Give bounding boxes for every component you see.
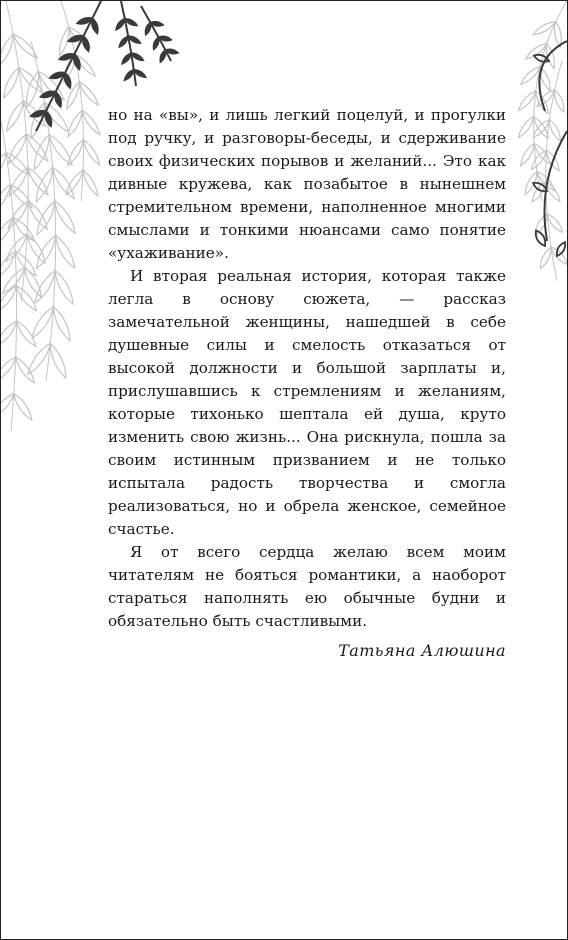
leaf-icon — [519, 64, 542, 86]
branch-stem — [36, 1, 101, 131]
leaf-icon — [516, 89, 538, 112]
leaf-icon — [158, 35, 172, 41]
leaf-icon — [532, 180, 549, 193]
leaf-icon — [1, 183, 13, 214]
leaf-icon — [14, 284, 40, 313]
leaf-icon — [33, 166, 57, 204]
leaf-icon — [152, 37, 160, 51]
branch-stem — [534, 1, 567, 201]
leaf-icon — [67, 34, 84, 44]
leaf-icon — [22, 266, 45, 299]
leaf-icon — [34, 199, 59, 236]
leaf-icon — [81, 138, 102, 167]
leaf-icon — [1, 265, 27, 295]
branch-stem — [121, 1, 136, 86]
leaf-icon — [529, 149, 549, 172]
leaf-icon — [49, 70, 66, 80]
leaf-icon — [24, 232, 48, 265]
leaf-icon — [4, 99, 27, 132]
leaf-icon — [11, 392, 35, 422]
leaf-icon — [1, 284, 19, 314]
leaf-icon — [64, 168, 86, 196]
leaf-icon — [524, 41, 548, 61]
leaf-icon — [538, 246, 554, 270]
leaf-icon — [32, 268, 59, 304]
leaf-icon — [554, 241, 567, 258]
leaf-icon — [544, 43, 557, 70]
leaf-icon — [90, 18, 100, 35]
leaf-icon — [33, 233, 59, 270]
leaf-icon — [549, 245, 567, 267]
leaf-icon — [50, 305, 74, 343]
leaf-icon — [532, 142, 553, 166]
author-signature: Татьяна Алюшина — [338, 641, 506, 660]
leaf-icon — [532, 19, 558, 37]
leaf-icon — [58, 52, 75, 62]
leaf-icon — [1, 33, 16, 67]
leaf-icon — [46, 132, 75, 167]
leaf-icon — [118, 35, 130, 48]
leaf-icon — [1, 319, 19, 348]
leaf-icon — [11, 215, 38, 243]
text-block — [108, 104, 506, 662]
leaf-icon — [1, 249, 18, 279]
leaf-icon — [16, 65, 44, 95]
leaf-icon — [41, 100, 71, 134]
willow-branch-right-icon — [497, 1, 567, 301]
leaf-icon — [25, 166, 51, 197]
leaf-icon — [80, 169, 100, 198]
leaf-icon — [14, 319, 39, 349]
branch-stem — [1, 121, 17, 431]
leaf-icon — [47, 342, 70, 380]
paragraph-2: И вторая реальная история, которая также легла в основу сюжета, — рассказ замечательной женщины, нашедшей в себе душевные силы и смелость отказаться от высокой должности и большой зарплаты и, прислушавшись к стремлениям и желаниям, которые тихонько шептала ей душа, круто изменить свою жизнь... Она рискнула, пошла за своим истинным призванием и не только испытала радость творчества и смогла реализоваться, но и обрела женское, семейное счастье. — [108, 267, 506, 538]
leaf-icon — [533, 53, 550, 64]
leaf-icon — [25, 341, 54, 376]
leaf-icon — [23, 70, 42, 109]
leaf-icon — [24, 132, 51, 163]
leaf-icon — [123, 68, 135, 81]
leaf-icon — [535, 170, 557, 193]
leaf-icon — [165, 48, 179, 55]
leaf-icon — [531, 118, 552, 140]
leaf-icon — [13, 355, 37, 385]
paragraph-1: но на «вы», и лишь легкий поцелуй, и прогулки под ручку, и разговоры-беседы, и сдерживание своих физических порывов и желаний... Это как дивные кружева, как позабытое в нынешнем стремительном времени, наполненное многими смыслами и тонкими нюансами само понятие «ухаживание». — [108, 106, 506, 262]
leaf-icon — [144, 22, 152, 36]
leaf-icon — [1, 151, 9, 182]
leaf-icon — [35, 69, 66, 103]
leaf-icon — [51, 199, 78, 235]
leaf-icon — [73, 52, 98, 78]
leaf-icon — [115, 18, 127, 31]
leaf-icon — [130, 51, 144, 62]
leaf-icon — [545, 212, 565, 234]
leaf-icon — [5, 199, 31, 231]
leaf-icon — [64, 81, 82, 111]
leaf-icon — [65, 109, 84, 138]
leaf-icon — [44, 110, 54, 127]
leaf-icon — [543, 180, 562, 203]
branch-stem — [539, 41, 567, 111]
leaf-icon — [77, 80, 101, 107]
leaf-icon — [27, 101, 48, 139]
leaf-icon — [133, 68, 147, 79]
leaf-icon — [553, 21, 563, 48]
leaf-icon — [530, 180, 548, 203]
leaf-icon — [1, 66, 22, 100]
branch-stem — [61, 1, 84, 201]
paragraph-3: Я от всего сердца желаю всем моим читателям не бояться романтики, а наоборот стараться наполнять ею обычные будни и обязательно быть счастливыми. — [108, 543, 506, 630]
leaf-icon — [531, 115, 550, 140]
leaf-icon — [29, 304, 57, 340]
leaf-icon — [533, 229, 548, 248]
leaf-icon — [49, 165, 77, 201]
leaf-icon — [81, 35, 91, 52]
leaf-icon — [124, 17, 138, 27]
leaf-icon — [522, 170, 539, 196]
branch-stem — [141, 6, 171, 61]
leaf-icon — [533, 213, 550, 237]
leaf-icon — [150, 21, 164, 27]
leaf-icon — [67, 25, 93, 50]
leaf-icon — [57, 26, 72, 56]
leaf-icon — [61, 53, 77, 83]
leaf-icon — [516, 115, 536, 140]
leaf-icon — [537, 65, 552, 91]
leaf-icon — [63, 72, 73, 89]
leaf-icon — [127, 34, 141, 44]
leaf-icon — [544, 149, 562, 173]
leaf-icon — [535, 88, 557, 109]
leaf-icon — [30, 109, 47, 119]
leaf-icon — [76, 16, 93, 26]
branch-stem — [31, 41, 56, 381]
leaf-icon — [121, 52, 133, 65]
leaf-icon — [72, 53, 82, 70]
leaf-icon — [552, 89, 567, 113]
leaf-icon — [159, 49, 168, 63]
leaf-icon — [8, 182, 35, 210]
leaf-icon — [518, 142, 537, 167]
leaf-icon — [25, 199, 50, 231]
leaf-icon — [1, 216, 16, 247]
branch-stem — [6, 1, 28, 301]
leaf-icon — [53, 91, 63, 108]
leaf-icon — [13, 249, 39, 278]
branch-stem — [545, 131, 568, 241]
leaf-icon — [4, 150, 32, 177]
leaf-icon — [3, 232, 30, 263]
leaf-icon — [1, 355, 18, 384]
leaf-icon — [6, 166, 31, 198]
leaf-icon — [80, 109, 102, 137]
leaf-icon — [52, 233, 78, 270]
leaf-icon — [21, 99, 49, 129]
leaf-icon — [11, 32, 40, 61]
leaf-icon — [533, 90, 551, 116]
leaf-icon — [40, 89, 57, 99]
leaf-icon — [31, 133, 53, 171]
leaf-icon — [1, 391, 16, 420]
leaf-icon — [52, 269, 77, 306]
branch-stem — [546, 61, 562, 281]
leaf-icon — [65, 138, 86, 167]
leaf-icon — [6, 133, 30, 166]
leaf-icon — [547, 118, 563, 142]
